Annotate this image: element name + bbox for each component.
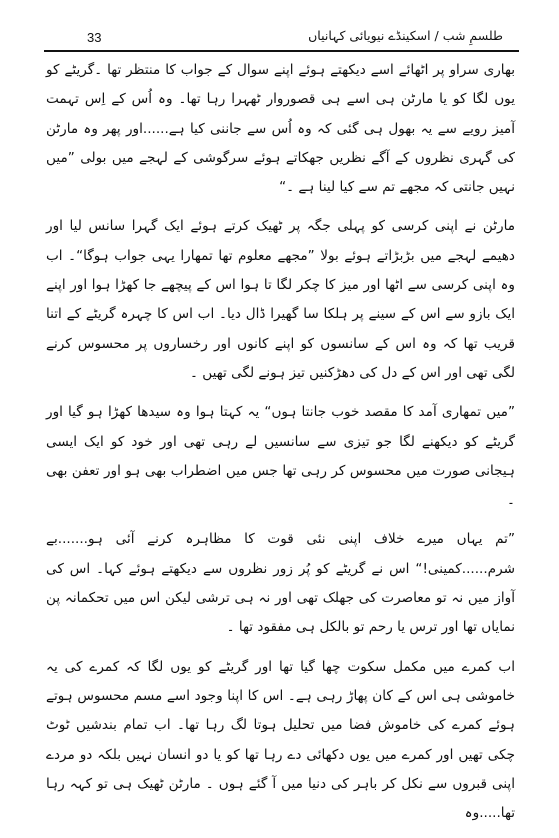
paragraph: ”تم یہاں میرے خلاف اپنی نئی قوت کا مظاہرہ کرنے آئی ہو.......بے شرم......کمینی!“ اس نے گریٹے کو پُر زور نظروں سے دیکھتے ہوئے کہا۔ اس کی آواز میں نہ تو معاصرت کی جھلک تھی اور نہ ہی ترشی لیکن اس میں تحکمانہ پن نمایاں تھا اور ترس یا رحم تو بالکل ہی مفقود تھا ۔: [46, 531, 515, 636]
running-title: طلسمِ شب / اسکینڈے نیویائی کہانیاں: [308, 28, 503, 43]
paragraph: بھاری سراو پر اٹھائے اسے دیکھتے ہوئے اپنے سوال کے جواب کا منتظر تھا ۔گریٹے کو یوں لگا کو یا مارٹن ہی اسے ہی قصوروار ٹھہرا رہا تھا۔ وہ اُس کے اِس تہمت آمیز رویے سے یہ بھول ہی گئی کہ وہ اُس سے جاننی کیا ہے......اور پھر وہ مارٹن کی گہری نظروں کے آگے نظریں جھکاتے ہوئے سرگوشی کے لہجے میں بولی ”میں نہیں جانتی کہ مجھے تم سے کیا لینا ہے ۔“: [46, 62, 515, 196]
paragraph: اب کمرے میں مکمل سکوت چھا گیا تھا اور گریٹے کو یوں لگا کہ کمرے کی یہ خاموشی ہی اس کے کان پھاڑ رہی ہے۔ اس کا اپنا وجود اسے مسم محسوس ہوتے ہوئے کمرے کی خاموش فضا میں تحلیل ہوتا لگ رہا تھا۔ اب تمام بندشیں ٹوٹ چکی تھیں اور کمرے میں یوں دکھائی دے رہا تھا کو یا دو انسان نہیں بلکہ دو مردے اپنی قبروں سے نکل کر باہر کی دنیا میں آ گئے ہوں ۔ مارٹن ٹھیک ہی تو کہہ رہا تھا.....وہ: [46, 658, 515, 822]
paragraph: ”میں تمھاری آمد کا مقصد خوب جانتا ہوں“ یہ کہتا ہوا وہ سیدھا کھڑا ہو گیا اور گریٹے کو دیکھنے لگا جو تیزی سے سانسیں لے رہی تھی اور خود کو ایک ایسی ہیجانی صورت میں محسوس کر رہی تھا جس میں اضطراب بھی ہو اور تعفن بھی ۔: [46, 404, 515, 509]
paragraph: مارٹن نے اپنی کرسی کو پہلی جگہ پر ٹھیک کرتے ہوئے ایک گہرا سانس لیا اور دھیمے لہجے میں بڑبڑاتے ہوئے بولا ”مجھے معلوم تھا تمھارا یہی جواب ہوگا“۔ اب وہ اپنی کرسی سے اٹھا اور میز کا چکر لگا تا ہوا اس کے پیچھے جا کھڑا ہوا اور اپنے ایک بازو سے اس کے سینے پر ہلکا سا گھیرا ڈال دیا۔ اب اس کا چہرہ گریٹے کے اتنا قریب تھا کہ وہ اس کے سانسوں کو اپنے کانوں اور رخساروں پر محسوس کرنے لگی تھی اور اس کے دل کی دھڑکنیں تیز ہونے لگی تھیں ۔: [46, 218, 515, 381]
header-divider: [44, 50, 519, 52]
body-text: [46, 56, 515, 838]
page-number: 33: [87, 30, 102, 45]
